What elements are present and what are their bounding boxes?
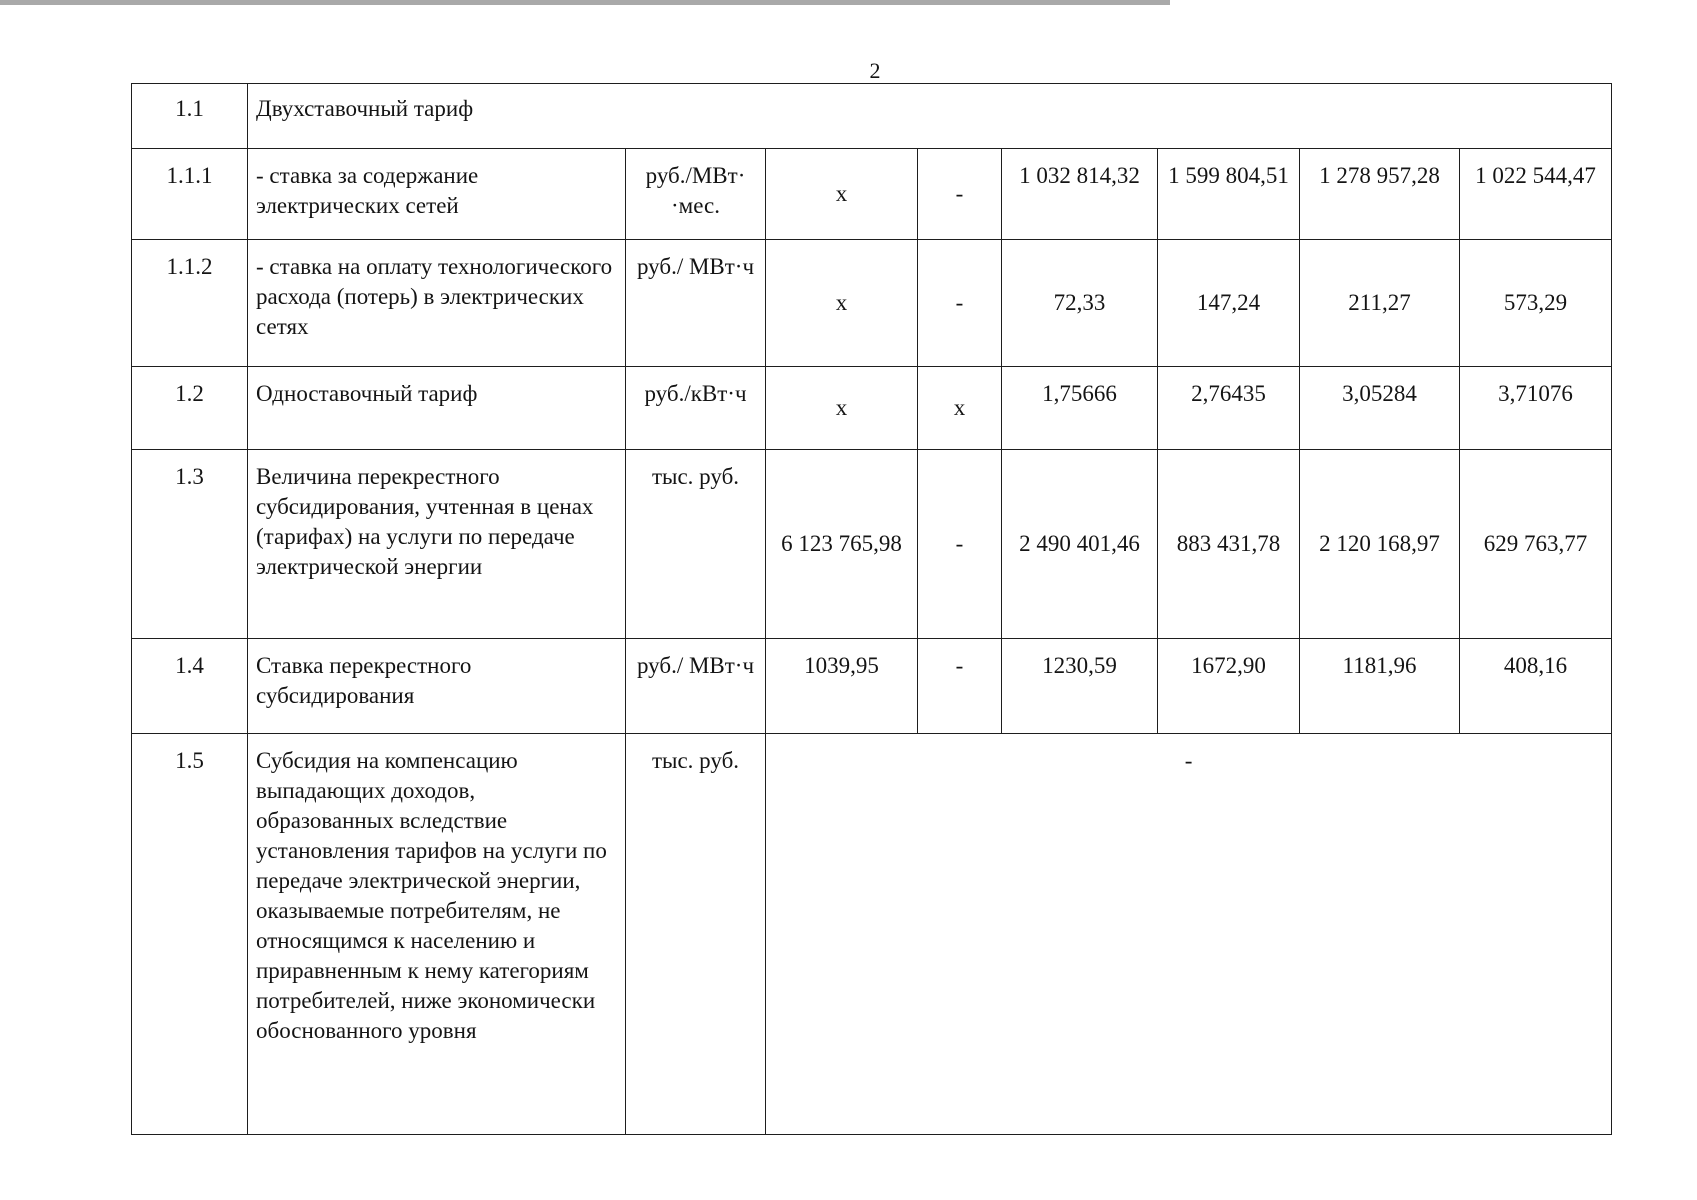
cell-value-4: 629 763,77 <box>1460 450 1612 639</box>
cell-col-2: - <box>918 149 1002 240</box>
table-row-1-1-2 <box>132 240 1612 367</box>
row-number: 1.2 <box>132 367 248 450</box>
cell-col-1: х <box>766 149 918 240</box>
cell-value-1: 1 032 814,32 <box>1002 149 1158 240</box>
row-unit: руб./ МВт·ч <box>626 240 766 367</box>
cell-value-3: 1181,96 <box>1300 639 1460 734</box>
cell-value-1: 2 490 401,46 <box>1002 450 1158 639</box>
scan-edge <box>0 0 1170 5</box>
row-unit: руб./кВт·ч <box>626 367 766 450</box>
cell-col-2: х <box>918 367 1002 450</box>
row-unit: тыс. руб. <box>626 450 766 639</box>
cell-col-1: х <box>766 240 918 367</box>
cell-col-2: - <box>918 240 1002 367</box>
row-name: Одноставочный тариф <box>248 367 626 450</box>
row-number: 1.1 <box>132 84 248 149</box>
table-row-1-1-1 <box>132 149 1612 240</box>
row-name: Ставка перекрестного субсидирования <box>248 639 626 734</box>
cell-value-3: 211,27 <box>1300 240 1460 367</box>
row-name: Величина перекрестного субсидирования, учтенная в ценах (тарифах) на услуги по передаче электрической энергии <box>248 450 626 639</box>
row-number: 1.1.1 <box>132 149 248 240</box>
row-number: 1.1.2 <box>132 240 248 367</box>
row-number: 1.4 <box>132 639 248 734</box>
cell-value-4: 3,71076 <box>1460 367 1612 450</box>
cell-col-1: 6 123 765,98 <box>766 450 918 639</box>
cell-value-4: 1 022 544,47 <box>1460 149 1612 240</box>
cell-value-1: 1230,59 <box>1002 639 1158 734</box>
cell-value-1: 1,75666 <box>1002 367 1158 450</box>
cell-value-1: 72,33 <box>1002 240 1158 367</box>
table-row-1-3 <box>132 450 1612 639</box>
row-number: 1.5 <box>132 734 248 1135</box>
cell-value-2: 1 599 804,51 <box>1158 149 1300 240</box>
cell-col-1: х <box>766 367 918 450</box>
table-row-1-2 <box>132 367 1612 450</box>
cell-col-2: - <box>918 450 1002 639</box>
cell-col-2: - <box>918 639 1002 734</box>
cell-value-2: 147,24 <box>1158 240 1300 367</box>
cell-value-4: 408,16 <box>1460 639 1612 734</box>
cell-value-4: 573,29 <box>1460 240 1612 367</box>
table-row-1-4 <box>132 639 1612 734</box>
row-name: Двухставочный тариф <box>248 84 1612 149</box>
row-name: Субсидия на компенсацию выпадающих доходов, образованных вследствие установления тарифов на услуги по передаче электрической энергии, оказываемые потребителям, не относящимся к населению и приравненным к нему категориям потребителей, ниже экономически обоснованного уровня <box>248 734 626 1135</box>
cell-value-3: 1 278 957,28 <box>1300 149 1460 240</box>
cell-value-2: 883 431,78 <box>1158 450 1300 639</box>
cell-value-2: 2,76435 <box>1158 367 1300 450</box>
row-unit: руб./МВт· ·мес. <box>626 149 766 240</box>
table-row-1-5 <box>132 734 1612 1135</box>
cell-value-2: 1672,90 <box>1158 639 1300 734</box>
row-number: 1.3 <box>132 450 248 639</box>
row-name: - ставка за содержание электрических сетей <box>248 149 626 240</box>
merged-value-cell: - <box>766 734 1612 1135</box>
row-unit: руб./ МВт·ч <box>626 639 766 734</box>
page-number: 2 <box>869 58 881 83</box>
row-unit: тыс. руб. <box>626 734 766 1135</box>
tariff-table <box>131 83 1612 1135</box>
row-name: - ставка на оплату технологического расхода (потерь) в электрических сетях <box>248 240 626 367</box>
cell-col-1: 1039,95 <box>766 639 918 734</box>
cell-value-3: 2 120 168,97 <box>1300 450 1460 639</box>
cell-value-3: 3,05284 <box>1300 367 1460 450</box>
table-row-1-1 <box>132 84 1612 149</box>
